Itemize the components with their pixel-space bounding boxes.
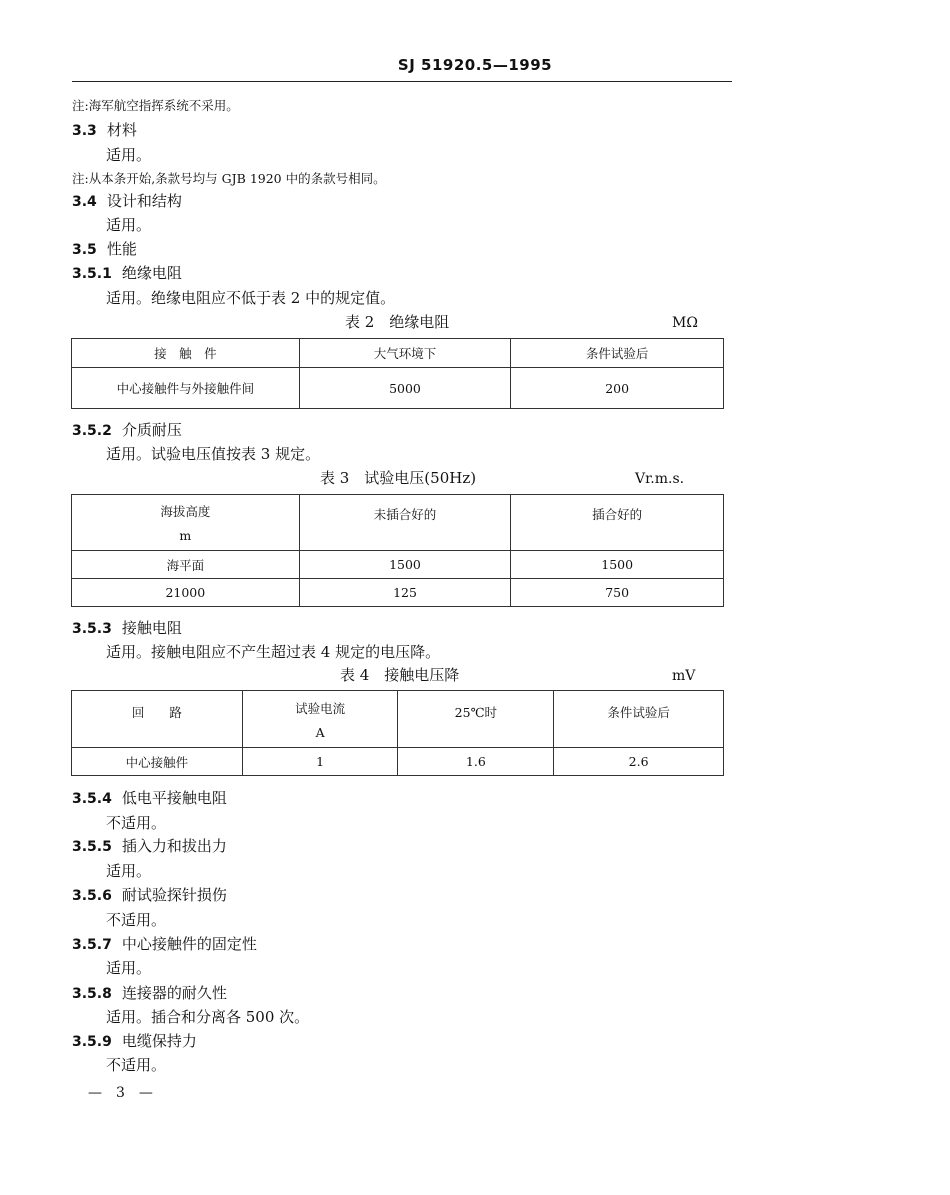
- table-cell: 125: [299, 579, 511, 607]
- section-number: 3.5.3: [72, 621, 112, 637]
- table-row: [72, 368, 724, 409]
- section-number: 3.5.1: [72, 266, 112, 282]
- section-number: 3.5.6: [72, 888, 112, 904]
- table-header-row: [72, 495, 724, 551]
- section-number: 3.5.7: [72, 937, 112, 953]
- section-3-5-4-heading: [72, 791, 227, 806]
- section-title: 介质耐压: [121, 421, 182, 439]
- table-4-contact-voltage-drop: [71, 690, 724, 776]
- header-cell: 回 路: [72, 691, 243, 748]
- table-cell: 海平面: [72, 551, 300, 579]
- table-3-test-voltage: [71, 494, 724, 607]
- section-number: 3.3: [72, 123, 97, 139]
- table-cell: 750: [511, 579, 724, 607]
- section-number: 3.5.5: [72, 839, 112, 855]
- table-cell: 中心接触件与外接触件间: [72, 368, 300, 409]
- section-number: 3.5.8: [72, 986, 112, 1002]
- section-3-5-heading: [72, 242, 137, 257]
- section-3-5-3-heading: [72, 621, 182, 636]
- section-3-5-6-body: 不适用。: [106, 911, 167, 929]
- section-3-5-8-body: 适用。插合和分离各 500 次。: [106, 1008, 310, 1026]
- header-cell-unit: m: [179, 528, 192, 543]
- section-title: 耐试验探针损伤: [121, 886, 227, 904]
- header-rule: [72, 81, 732, 82]
- table-cell: 1.6: [398, 748, 554, 776]
- table-cell: 5000: [299, 368, 511, 409]
- section-title: 插入力和拔出力: [121, 837, 227, 855]
- header-cell: 条件试验后: [554, 691, 724, 748]
- section-3-3-body: 适用。: [106, 146, 152, 164]
- section-3-4-body: 适用。: [106, 216, 152, 234]
- header-cell-line: 海拔高度: [160, 504, 211, 519]
- section-3-5-4-body: 不适用。: [106, 814, 167, 832]
- header-cell: 25℃时: [398, 691, 554, 748]
- section-title: 连接器的耐久性: [121, 984, 227, 1002]
- table-cell: 1: [242, 748, 398, 776]
- header-cell: 条件试验后: [511, 339, 724, 368]
- table-4-unit: mV: [672, 668, 696, 684]
- table-3-caption: 表 3 试验电压(50Hz): [320, 469, 477, 487]
- section-title: 中心接触件的固定性: [121, 935, 257, 953]
- table-4-caption: 表 4 接触电压降: [340, 666, 460, 684]
- section-title: 性能: [106, 240, 137, 258]
- section-3-5-1-heading: [72, 266, 182, 281]
- section-3-5-6-heading: [72, 888, 227, 903]
- table-row: [72, 579, 724, 607]
- table-row: [72, 748, 724, 776]
- section-3-5-5-heading: [72, 839, 227, 854]
- page-number-footer: — 3 —: [88, 1085, 153, 1101]
- table-2-insulation-resistance: [71, 338, 724, 409]
- table-cell: 1500: [511, 551, 724, 579]
- section-number: 3.5.2: [72, 423, 112, 439]
- section-title: 电缆保持力: [121, 1032, 197, 1050]
- table-cell: 中心接触件: [72, 748, 243, 776]
- section-3-5-7-heading: [72, 937, 257, 952]
- section-title: 材料: [106, 121, 137, 139]
- table-cell: 200: [511, 368, 724, 409]
- table-header-row: [72, 691, 724, 748]
- header-cell: [72, 495, 300, 551]
- section-title: 低电平接触电阻: [121, 789, 227, 807]
- section-3-5-8-heading: [72, 986, 227, 1001]
- section-3-5-9-body: 不适用。: [106, 1056, 167, 1074]
- section-3-5-2-heading: [72, 423, 182, 438]
- section-number: 3.4: [72, 194, 97, 210]
- section-3-5-3-body: 适用。接触电阻应不产生超过表 4 规定的电压降。: [106, 643, 441, 661]
- note-clause-numbering: 注:从本条开始,条款号均与 GJB 1920 中的条款号相同。: [72, 171, 386, 186]
- header-cell: 插合好的: [511, 495, 724, 551]
- section-title: 接触电阻: [121, 619, 182, 637]
- section-3-5-1-body: 适用。绝缘电阻应不低于表 2 中的规定值。: [106, 289, 396, 307]
- header-cell-line: 试验电流: [295, 700, 346, 716]
- table-3-unit: Vr.m.s.: [635, 471, 685, 487]
- table-cell: 1500: [299, 551, 511, 579]
- section-title: 绝缘电阻: [121, 264, 182, 282]
- table-cell: 21000: [72, 579, 300, 607]
- section-3-3-heading: [72, 123, 137, 138]
- section-3-5-2-body: 适用。试验电压值按表 3 规定。: [106, 445, 321, 463]
- table-cell: 2.6: [554, 748, 724, 776]
- section-number: 3.5: [72, 242, 97, 258]
- section-3-4-heading: [72, 194, 182, 209]
- standard-number-header: SJ 51920.5—1995: [397, 56, 553, 74]
- section-3-5-9-heading: [72, 1034, 197, 1049]
- section-3-5-5-body: 适用。: [106, 862, 152, 880]
- section-title: 设计和结构: [106, 192, 182, 210]
- section-3-5-7-body: 适用。: [106, 959, 152, 977]
- section-number: 3.5.9: [72, 1034, 112, 1050]
- header-cell: 未插合好的: [299, 495, 511, 551]
- header-cell-unit: A: [315, 724, 325, 740]
- header-cell: 接 触 件: [72, 339, 300, 368]
- table-header-row: [72, 339, 724, 368]
- note-naval-aviation: 注:海军航空指挥系统不采用。: [72, 98, 239, 113]
- section-number: 3.5.4: [72, 791, 112, 807]
- header-cell: [242, 691, 398, 748]
- header-cell: 大气环境下: [299, 339, 511, 368]
- table-row: [72, 551, 724, 579]
- table-2-unit: MΩ: [672, 315, 698, 331]
- table-2-caption: 表 2 绝缘电阻: [345, 313, 450, 331]
